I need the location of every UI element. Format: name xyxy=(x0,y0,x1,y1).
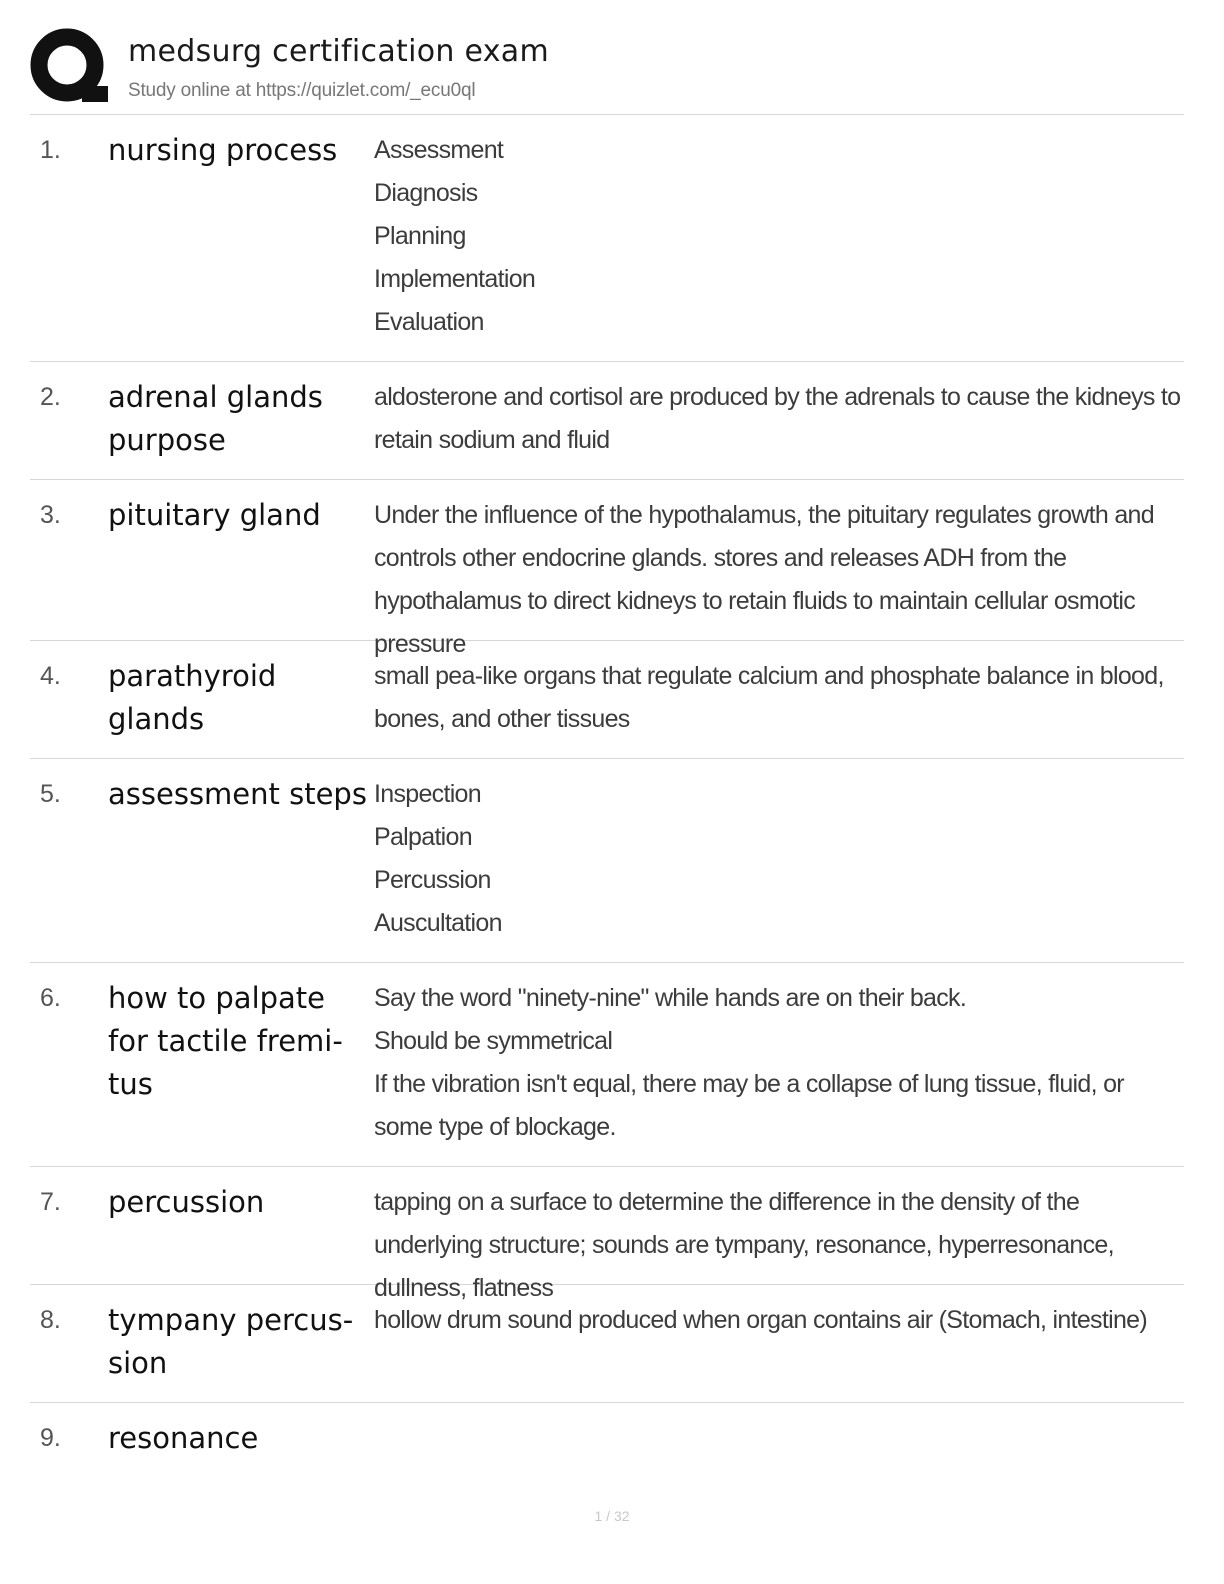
card-term: pituitary gland xyxy=(108,498,321,532)
card-number: 5. xyxy=(40,780,61,808)
card-number: 9. xyxy=(40,1424,61,1452)
flashcard-row xyxy=(30,1403,1184,1473)
page-title: medsurg certification exam xyxy=(128,34,550,69)
card-definition: Say the word "ninety-nine" while hands are on their back. Should be symmetrical If the vibration isn't equal, there may be a collapse of lung tissue, fluid, or some type of blockage. xyxy=(374,984,1124,1141)
flashcard-row xyxy=(30,115,1184,362)
flashcard-row xyxy=(30,1167,1184,1302)
card-term: resonance xyxy=(108,1421,259,1455)
card-definition: tapping on a surface to determine the difference in the density of the underlying structure; sounds are tympany, resonance, hyperresonance, dullness, flatness xyxy=(374,1188,1114,1302)
card-number: 7. xyxy=(40,1188,61,1216)
card-definition: Under the influence of the hypothalamus, the pituitary regulates growth and controls other endocrine glands. stores and releases ADH from the hypothalamus to direct kidneys to retain fluids to maintain cellular osmotic pressure xyxy=(374,501,1154,658)
card-term: percussion xyxy=(108,1185,265,1219)
quizlet-logo-icon xyxy=(30,28,110,108)
study-link[interactable]: Study online at https://quizlet.com/_ecu0ql xyxy=(128,80,476,101)
card-term: adrenal glands purpose xyxy=(108,380,323,457)
page-header xyxy=(30,28,1184,115)
card-number: 6. xyxy=(40,984,61,1012)
card-number: 3. xyxy=(40,501,61,529)
card-definition: Assessment Diagnosis Planning Implementation Evaluation xyxy=(374,136,536,336)
card-term: how to palpate for tactile fremitus xyxy=(108,981,343,1101)
flashcard-row xyxy=(30,963,1184,1167)
card-definition: small pea-like organs that regulate calcium and phosphate balance in blood, bones, and other tissues xyxy=(374,662,1164,733)
page-indicator: 1 / 32 xyxy=(594,1508,630,1524)
card-number: 8. xyxy=(40,1306,61,1334)
card-definition: hollow drum sound produced when organ contains air (Stomach, intestine) xyxy=(374,1306,1147,1334)
card-number: 1. xyxy=(40,136,61,164)
flashcard-row xyxy=(30,759,1184,963)
flashcard-row xyxy=(30,480,1184,658)
flashcard-row xyxy=(30,362,1184,480)
flashcard-row xyxy=(30,1285,1184,1403)
card-number: 4. xyxy=(40,662,61,690)
flashcard-row xyxy=(30,641,1184,759)
card-term: parathyroid glands xyxy=(108,659,277,736)
card-term: assessment steps xyxy=(108,777,367,811)
card-definition xyxy=(374,1417,1184,1459)
card-definition: Inspection Palpation Percussion Auscultation xyxy=(374,780,502,937)
card-term: tympany percussion xyxy=(108,1303,354,1380)
flashcard-list xyxy=(30,115,1184,1495)
card-term: nursing process xyxy=(108,133,338,167)
card-number: 2. xyxy=(40,383,61,411)
card-definition: aldosterone and cortisol are produced by the adrenals to cause the kidneys to retain sodium and fluid xyxy=(374,383,1181,454)
